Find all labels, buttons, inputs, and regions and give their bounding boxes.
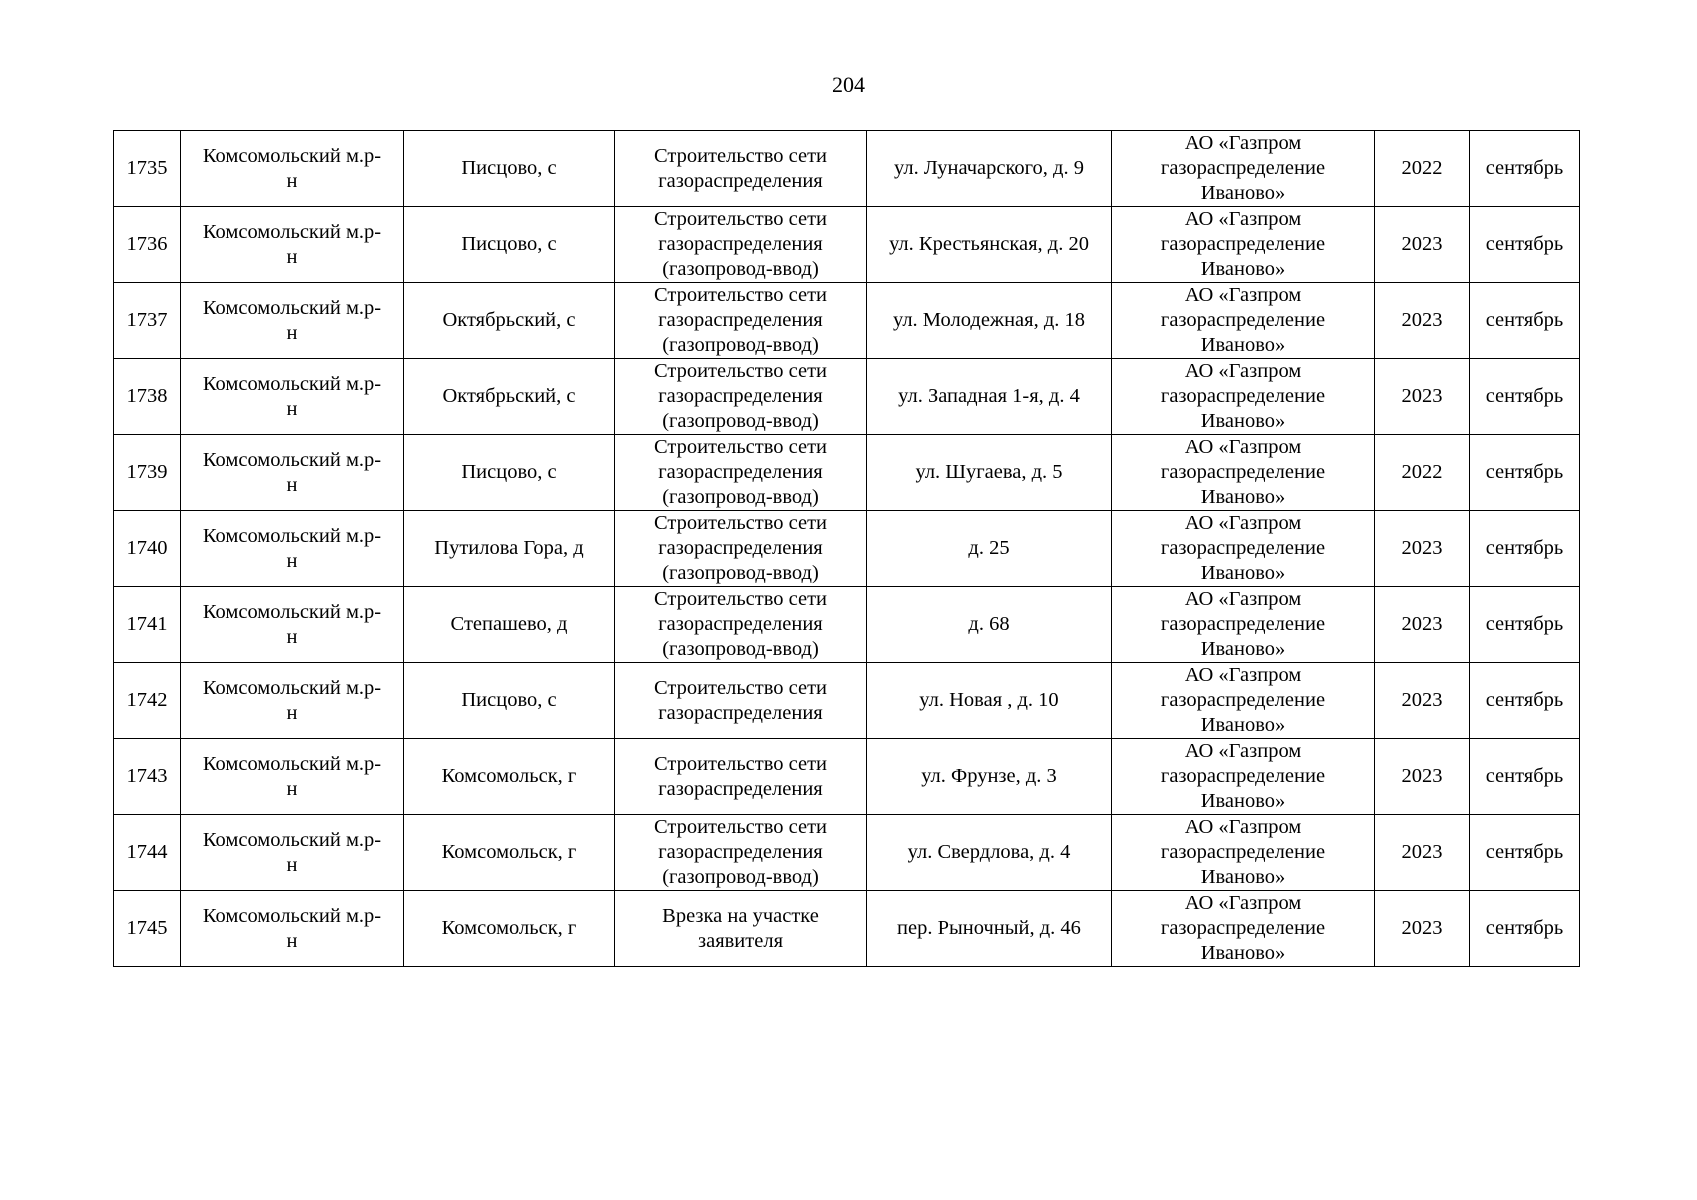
district-cell <box>181 207 404 283</box>
organization-line: газораспределение <box>1160 537 1326 559</box>
organization-line: Иваново» <box>1200 714 1286 736</box>
month-cell: сентябрь <box>1470 283 1580 359</box>
work-type-cell <box>615 435 867 511</box>
work-type-cell <box>615 891 867 967</box>
district-line: Комсомольский м.р- <box>202 676 382 699</box>
row-number-cell: 1742 <box>114 663 181 739</box>
locality-cell: Путилова Гора, д <box>404 511 615 587</box>
locality-cell: Степашево, д <box>404 587 615 663</box>
locality-cell: Писцово, с <box>404 207 615 283</box>
row-number-cell: 1735 <box>114 131 181 207</box>
table-row <box>114 283 1580 359</box>
organization-cell <box>1112 131 1375 207</box>
organization-line: Иваново» <box>1200 410 1286 432</box>
month-cell: сентябрь <box>1470 359 1580 435</box>
district-line: н <box>286 853 298 876</box>
month-cell: сентябрь <box>1470 739 1580 815</box>
month-cell: сентябрь <box>1470 511 1580 587</box>
organization-cell <box>1112 207 1375 283</box>
work-type-cell <box>615 587 867 663</box>
district-cell <box>181 663 404 739</box>
district-line: Комсомольский м.р- <box>202 828 382 851</box>
work-type-cell <box>615 359 867 435</box>
district-line: н <box>286 473 298 496</box>
year-cell: 2022 <box>1375 131 1470 207</box>
work-line: (газопровод-ввод) <box>662 486 819 508</box>
page-number: 204 <box>832 72 865 97</box>
district-line: н <box>286 701 298 724</box>
locality-cell: Писцово, с <box>404 131 615 207</box>
district-cell <box>181 435 404 511</box>
month-cell: сентябрь <box>1470 663 1580 739</box>
address-cell: ул. Западная 1-я, д. 4 <box>867 359 1112 435</box>
row-number-cell: 1737 <box>114 283 181 359</box>
organization-cell <box>1112 359 1375 435</box>
row-number-cell: 1744 <box>114 815 181 891</box>
organization-cell <box>1112 739 1375 815</box>
district-line: н <box>286 625 298 648</box>
organization-line: газораспределение <box>1160 157 1326 179</box>
organization-line: Иваново» <box>1200 790 1286 812</box>
year-cell: 2023 <box>1375 891 1470 967</box>
row-number-cell: 1740 <box>114 511 181 587</box>
organization-line: АО «Газпром <box>1184 284 1302 306</box>
organization-line: АО «Газпром <box>1184 436 1302 458</box>
address-cell: ул. Луначарского, д. 9 <box>867 131 1112 207</box>
address-cell: ул. Шугаева, д. 5 <box>867 435 1112 511</box>
work-line: (газопровод-ввод) <box>662 410 819 432</box>
month-cell: сентябрь <box>1470 207 1580 283</box>
district-line: н <box>286 397 298 420</box>
organization-cell <box>1112 663 1375 739</box>
district-cell <box>181 815 404 891</box>
district-line: Комсомольский м.р- <box>202 144 382 167</box>
table-row <box>114 511 1580 587</box>
address-cell: ул. Свердлова, д. 4 <box>867 815 1112 891</box>
organization-line: Иваново» <box>1200 942 1286 964</box>
organization-cell <box>1112 891 1375 967</box>
work-line: (газопровод-ввод) <box>662 562 819 584</box>
district-line: Комсомольский м.р- <box>202 448 382 471</box>
work-line: Строительство сети <box>653 360 828 382</box>
month-cell: сентябрь <box>1470 891 1580 967</box>
row-number-cell: 1743 <box>114 739 181 815</box>
row-number-cell: 1738 <box>114 359 181 435</box>
district-cell <box>181 511 404 587</box>
table-row <box>114 891 1580 967</box>
work-line: газораспределения <box>658 777 823 800</box>
district-cell <box>181 359 404 435</box>
district-cell <box>181 587 404 663</box>
work-line: Строительство сети <box>653 676 828 699</box>
district-cell <box>181 283 404 359</box>
work-line: (газопровод-ввод) <box>662 638 819 660</box>
work-line: Строительство сети <box>653 752 828 775</box>
organization-cell <box>1112 435 1375 511</box>
district-cell <box>181 739 404 815</box>
table-row <box>114 663 1580 739</box>
address-cell: д. 68 <box>867 587 1112 663</box>
district-line: Комсомольский м.р- <box>202 372 382 395</box>
locality-cell: Писцово, с <box>404 435 615 511</box>
work-line: газораспределения <box>658 537 823 559</box>
district-line: н <box>286 169 298 192</box>
registry-table <box>113 130 1580 967</box>
table-row <box>114 359 1580 435</box>
work-line: заявителя <box>698 929 783 952</box>
table-row <box>114 435 1580 511</box>
organization-line: газораспределение <box>1160 385 1326 407</box>
organization-line: Иваново» <box>1200 334 1286 356</box>
year-cell: 2023 <box>1375 815 1470 891</box>
work-line: газораспределения <box>658 233 823 255</box>
organization-cell <box>1112 283 1375 359</box>
work-line: газораспределения <box>658 461 823 483</box>
work-type-cell <box>615 815 867 891</box>
locality-cell: Комсомольск, г <box>404 891 615 967</box>
row-number-cell: 1736 <box>114 207 181 283</box>
month-cell: сентябрь <box>1470 131 1580 207</box>
work-type-cell <box>615 207 867 283</box>
organization-line: Иваново» <box>1200 486 1286 508</box>
organization-line: АО «Газпром <box>1184 360 1302 382</box>
organization-line: АО «Газпром <box>1184 208 1302 230</box>
organization-line: Иваново» <box>1200 866 1286 888</box>
district-cell <box>181 131 404 207</box>
district-line: Комсомольский м.р- <box>202 600 382 623</box>
work-line: Врезка на участке <box>662 904 819 927</box>
year-cell: 2023 <box>1375 283 1470 359</box>
district-line: н <box>286 549 298 572</box>
year-cell: 2023 <box>1375 207 1470 283</box>
organization-line: Иваново» <box>1200 182 1286 204</box>
table-row <box>114 815 1580 891</box>
organization-line: газораспределение <box>1160 841 1326 863</box>
locality-cell: Октябрьский, с <box>404 359 615 435</box>
organization-line: АО «Газпром <box>1184 588 1302 610</box>
work-line: газораспределения <box>658 613 823 635</box>
work-line: газораспределения <box>658 309 823 331</box>
work-line: (газопровод-ввод) <box>662 334 819 356</box>
month-cell: сентябрь <box>1470 815 1580 891</box>
work-type-cell <box>615 131 867 207</box>
work-line: Строительство сети <box>653 436 828 458</box>
year-cell: 2023 <box>1375 739 1470 815</box>
year-cell: 2022 <box>1375 435 1470 511</box>
address-cell: пер. Рыночный, д. 46 <box>867 891 1112 967</box>
work-type-cell <box>615 283 867 359</box>
row-number-cell: 1739 <box>114 435 181 511</box>
address-cell: д. 25 <box>867 511 1112 587</box>
organization-line: АО «Газпром <box>1184 664 1302 686</box>
year-cell: 2023 <box>1375 511 1470 587</box>
work-line: Строительство сети <box>653 284 828 306</box>
district-cell <box>181 891 404 967</box>
work-type-cell <box>615 663 867 739</box>
organization-line: АО «Газпром <box>1184 132 1302 154</box>
work-line: Строительство сети <box>653 144 828 167</box>
organization-line: газораспределение <box>1160 613 1326 635</box>
district-line: Комсомольский м.р- <box>202 752 382 775</box>
work-line: (газопровод-ввод) <box>662 258 819 280</box>
district-line: н <box>286 777 298 800</box>
organization-line: газораспределение <box>1160 689 1326 711</box>
work-type-cell <box>615 739 867 815</box>
work-line: газораспределения <box>658 169 823 192</box>
row-number-cell: 1745 <box>114 891 181 967</box>
organization-cell <box>1112 815 1375 891</box>
work-type-cell <box>615 511 867 587</box>
address-cell: ул. Новая , д. 10 <box>867 663 1112 739</box>
work-line: (газопровод-ввод) <box>662 866 819 888</box>
organization-line: АО «Газпром <box>1184 740 1302 762</box>
address-cell: ул. Крестьянская, д. 20 <box>867 207 1112 283</box>
organization-line: АО «Газпром <box>1184 892 1302 914</box>
table-row <box>114 587 1580 663</box>
district-line: Комсомольский м.р- <box>202 220 382 243</box>
month-cell: сентябрь <box>1470 435 1580 511</box>
organization-line: газораспределение <box>1160 917 1326 939</box>
organization-line: Иваново» <box>1200 638 1286 660</box>
district-line: н <box>286 245 298 268</box>
work-line: газораспределения <box>658 701 823 724</box>
organization-line: газораспределение <box>1160 233 1326 255</box>
locality-cell: Комсомольск, г <box>404 815 615 891</box>
district-line: Комсомольский м.р- <box>202 524 382 547</box>
district-line: н <box>286 321 298 344</box>
organization-line: АО «Газпром <box>1184 816 1302 838</box>
table-row <box>114 207 1580 283</box>
table-row <box>114 739 1580 815</box>
organization-line: газораспределение <box>1160 765 1326 787</box>
district-line: Комсомольский м.р- <box>202 296 382 319</box>
year-cell: 2023 <box>1375 663 1470 739</box>
locality-cell: Писцово, с <box>404 663 615 739</box>
organization-line: газораспределение <box>1160 461 1326 483</box>
month-cell: сентябрь <box>1470 587 1580 663</box>
organization-line: Иваново» <box>1200 562 1286 584</box>
work-line: газораспределения <box>658 385 823 407</box>
organization-line: газораспределение <box>1160 309 1326 331</box>
locality-cell: Комсомольск, г <box>404 739 615 815</box>
year-cell: 2023 <box>1375 359 1470 435</box>
table-row <box>114 131 1580 207</box>
table-body <box>114 131 1580 967</box>
district-line: н <box>286 929 298 952</box>
year-cell: 2023 <box>1375 587 1470 663</box>
organization-line: АО «Газпром <box>1184 512 1302 534</box>
work-line: Строительство сети <box>653 512 828 534</box>
organization-line: Иваново» <box>1200 258 1286 280</box>
organization-cell <box>1112 587 1375 663</box>
work-line: газораспределения <box>658 841 823 863</box>
address-cell: ул. Молодежная, д. 18 <box>867 283 1112 359</box>
locality-cell: Октябрьский, с <box>404 283 615 359</box>
work-line: Строительство сети <box>653 816 828 838</box>
district-line: Комсомольский м.р- <box>202 904 382 927</box>
organization-cell <box>1112 511 1375 587</box>
address-cell: ул. Фрунзе, д. 3 <box>867 739 1112 815</box>
work-line: Строительство сети <box>653 208 828 230</box>
work-line: Строительство сети <box>653 588 828 610</box>
row-number-cell: 1741 <box>114 587 181 663</box>
